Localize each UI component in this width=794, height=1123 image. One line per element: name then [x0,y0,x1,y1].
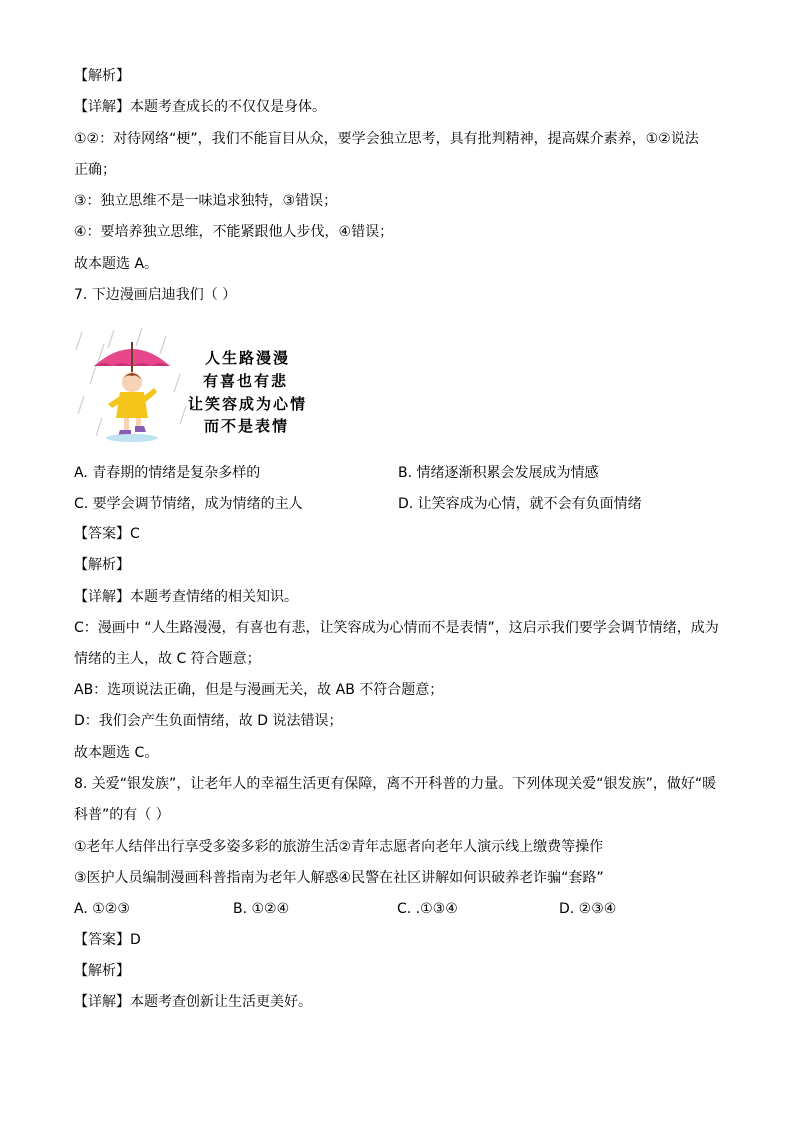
question-stem: 7. 下边漫画启迪我们（ ） [74,287,237,303]
conclusion-text: 故本题选 C。 [74,745,159,761]
question-stem: 8. 关爱“银发族”，让老年人的幸福生活更有保障，离不开科普的力量。下列体现关爱“银发族”，做好“暖 [74,776,717,792]
answer-text: 【答案】D [74,932,141,948]
detail-text: 【详解】本题考查成长的不仅仅是身体。 [74,99,326,115]
explanation-line: ④：要培养独立思维，不能紧跟他人步伐，④错误； [74,224,394,240]
answer-text: 【答案】C [74,526,140,542]
explanation-line: 情绪的主人，故 C 符合题意； [74,651,261,667]
option-c: C. .①③④ [397,901,458,917]
explanation-line: 正确； [74,162,116,178]
statement-line: ③医护人员编制漫画科普指南为老年人解惑④民警在社区讲解如何识破养老诈骗“套路” [74,870,604,886]
explanation-line: D：我们会产生负面情绪，故 D 说法错误； [74,713,343,729]
question-stem: 科普”的有（ ） [74,807,170,823]
poem-line: 人生路漫漫 [205,349,291,367]
poem-line: 让笑容成为心情 [188,395,308,413]
poem-line: 而不是表情 [204,417,290,435]
option-d: D. ②③④ [559,901,617,917]
option-c: C. 要学会调节情绪，成为情绪的主人 [74,496,303,512]
explanation-line: ①②：对待网络“梗”，我们不能盲目从众，要学会独立思考，具有批判精神，提高媒介素养，①②说法 [74,131,699,147]
explanation-line: AB：选项说法正确，但是与漫画无关，故 AB 不符合题意； [74,682,444,698]
option-b: B. ①②④ [233,901,290,917]
analysis-heading: 【解析】 [74,68,130,84]
option-a: A. 青春期的情绪是复杂多样的 [74,465,261,481]
option-b: B. 情绪逐渐积累会发展成为情感 [398,465,599,481]
option-a: A. ①②③ [74,901,130,917]
poem-line: 有喜也有悲 [203,372,289,390]
detail-text: 【详解】本题考查情绪的相关知识。 [74,589,298,605]
explanation-line: ③：独立思维不是一味追求独特，③错误； [74,193,338,209]
explanation-line: C：漫画中 “人生路漫漫，有喜也有悲，让笑容成为心情而不是表情”，这启示我们要学会调节情绪，成为 [74,620,719,636]
statement-line: ①老年人结伴出行享受多姿多彩的旅游生活②青年志愿者向老年人演示线上缴费等操作 [74,839,604,855]
option-d: D. 让笑容成为心情，就不会有负面情绪 [398,496,642,512]
analysis-heading: 【解析】 [74,557,130,573]
conclusion-text: 故本题选 A。 [74,256,159,272]
analysis-heading: 【解析】 [74,963,130,979]
detail-text: 【详解】本题考查创新让生活更美好。 [74,994,312,1010]
